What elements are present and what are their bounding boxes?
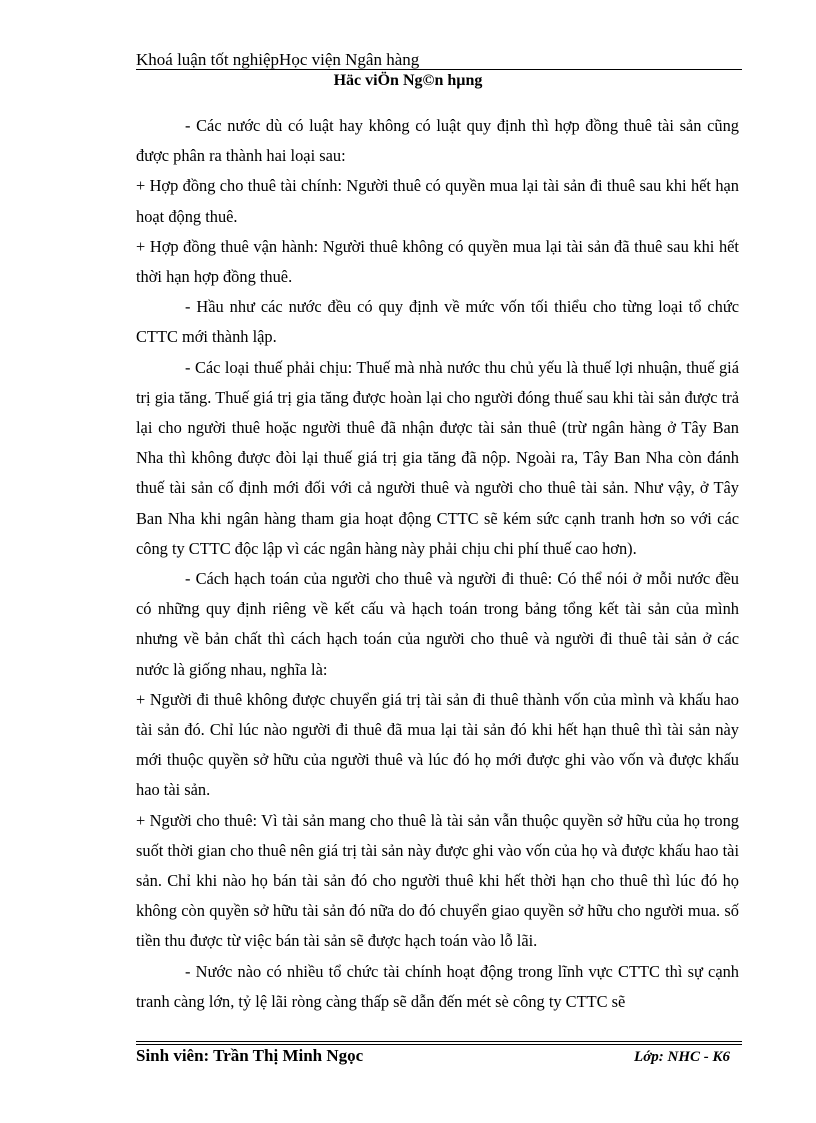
footer-divider-secondary bbox=[136, 1044, 742, 1045]
paragraph: - Nước nào có nhiều tổ chức tài chính hoạt động trong lĩnh vực CTTC thì sự cạnh tranh càng lớn, tỷ lệ lãi ròng càng thấp sẽ dẫn đến mét sè công ty CTTC sẽ bbox=[136, 961, 739, 1011]
paragraph: + Người cho thuê: Vì tài sản mang cho thuê là tài sản vẫn thuộc quyền sở hữu của họ trong suốt thời gian cho thuê nên giá trị tài sản này được ghi vào vốn của họ và được khấu hao tài sản. Chỉ khi nào họ bán tài sản đó cho người thuê khi hết thời hạn cho thuê thì lúc đó họ không còn quyền sở hữu tài sản đó nữa do đó chuyển giao quyền sở hữu cho người mua. số tiền thu được từ việc bán tài sản sẽ được hạch toán vào lỗ lãi. bbox=[136, 810, 739, 951]
paragraph: + Hợp đồng thuê vận hành: Người thuê không có quyền mua lại tài sản đã thuê sau khi hết thời hạn hợp đồng thuê. bbox=[136, 236, 739, 287]
paragraph: - Cách hạch toán của người cho thuê và người đi thuê: Có thể nói ở mỗi nước đều có những quy định riêng về kết cấu và hạch toán trong bảng tổng kết tài sản của mình nhưng về bản chất thì cách hạch toán của người cho thuê và người đi thuê tài sản ở các nước là giống nhau, nghĩa là: bbox=[136, 569, 739, 679]
page-header-subtitle: Häc viÖn Ng©n hµng bbox=[333, 72, 483, 89]
footer-student-name: Sinh viên: Trần Thị Minh Ngọc bbox=[136, 1046, 364, 1065]
paragraph: - Các loại thuế phải chịu: Thuế mà nhà nước thu chủ yếu là thuế lợi nhuận, thuế giá trị gia tăng. Thuế giá trị gia tăng được hoàn lại cho người đóng thuế sau khi tài sản được trả lại cho người thuê hoặc người thuê đã nhận được tài sản thuê (trừ ngân hàng ở Tây Ban Nha thì không được đòi lại thuế giá trị gia tăng đã nộp. Ngoài ra, Tây Ban Nha còn đánh thuế tài sản cố định mới đối với cả người thuê và người cho thuê tài sản. Như vậy, ở Tây Ban Nha khi ngân hàng tham gia hoạt động CTTC sẽ kém sức cạnh tranh hơn so với các công ty CTTC độc lập vì các ngân hàng này phải chịu chi phí thuế cao hơn). bbox=[136, 357, 739, 558]
page-header-title: Khoá luận tốt nghiệpHọc viện Ngân hàng bbox=[136, 50, 420, 69]
header-divider bbox=[136, 69, 742, 70]
document-body bbox=[136, 111, 739, 1017]
paragraph: - Các nước dù có luật hay không có luật quy định thì hợp đồng thuê tài sản cũng được phân ra thành hai loại sau: bbox=[136, 116, 739, 166]
paragraph: + Người đi thuê không được chuyển giá trị tài sản đi thuê thành vốn của mình và khấu hao tài sản đó. Chỉ lúc nào người đi thuê đã mua lại tài sản đó khi hết hạn thuê thì tài sản này mới thuộc quyền sở hữu của người thuê và lúc đó họ mới được ghi vào vốn và được khấu hao tài sản. bbox=[136, 689, 739, 800]
footer-divider bbox=[136, 1041, 742, 1042]
paragraph: + Hợp đồng cho thuê tài chính: Người thuê có quyền mua lại tài sản đi thuê sau khi hết hạn hoạt động thuê. bbox=[136, 176, 739, 226]
paragraph: - Hầu như các nước đều có quy định về mức vốn tối thiểu cho từng loại tổ chức CTTC mới thành lập. bbox=[136, 297, 739, 347]
footer-class: Lớp: NHC - K6 bbox=[634, 1049, 730, 1065]
